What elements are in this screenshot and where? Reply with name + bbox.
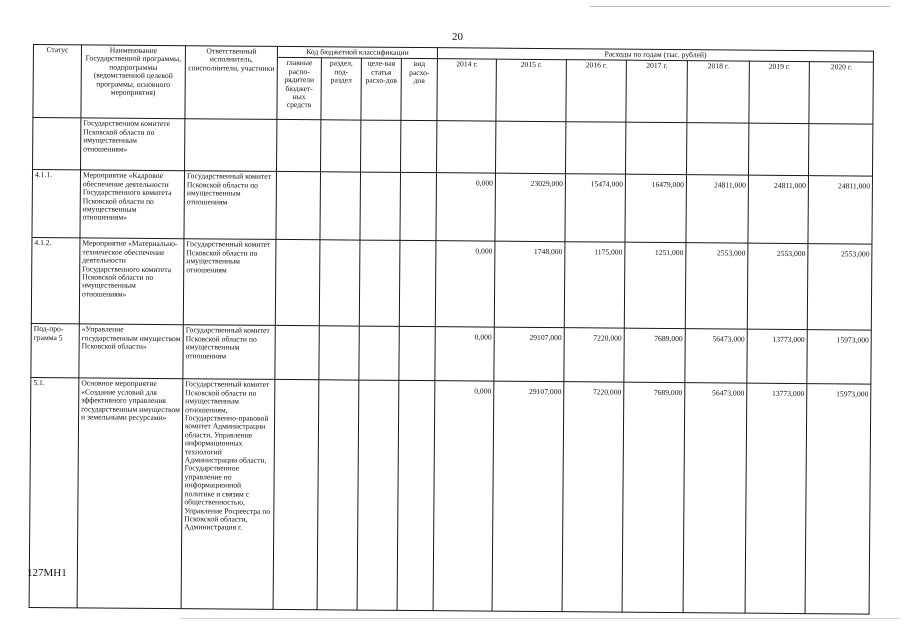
value-cell: 24811,000	[748, 176, 809, 244]
header-year: 2014 г.	[437, 59, 496, 121]
row-responsible	[185, 119, 277, 172]
value-cell: 15973,000	[805, 384, 871, 614]
kbk-cell	[361, 120, 401, 172]
document-code: 127МН1	[27, 567, 67, 579]
row-name: Мероприятие «Кадровое обеспечение деятельности Государственного комитета Псковской области по имущественным отношениям»	[80, 170, 185, 239]
kbk-cell	[320, 172, 361, 240]
value-cell: 1748,000	[494, 242, 565, 329]
header-year: 2015 г.	[496, 60, 566, 123]
kbk-cell	[317, 380, 359, 610]
value-cell: 15474,000	[565, 174, 626, 242]
header-year: 2019 г.	[749, 62, 809, 124]
row-status: 4.1.1.	[32, 170, 81, 238]
value-cell: 2553,000	[685, 243, 748, 329]
header-kbk-target: целе-вая статья расхо-дов	[361, 58, 401, 120]
budget-table-wrapper	[29, 44, 873, 591]
header-year: 2018 г.	[687, 61, 749, 123]
row-status: Под-про-грамма 5	[31, 324, 79, 378]
value-cell: 24811,000	[686, 175, 749, 243]
kbk-cell	[397, 381, 435, 611]
value-cell: 13773,000	[747, 330, 807, 384]
header-year: 2016 г.	[566, 60, 626, 122]
kbk-cell	[277, 120, 321, 172]
kbk-cell	[276, 172, 321, 240]
row-status	[33, 118, 81, 170]
row-name: «Управление государственным имуществом Псковской области»	[79, 324, 183, 379]
row-name: Основное мероприятие «Создание условий для эффективного управления государственным имуществом и земельными ресурсами»	[77, 378, 183, 609]
header-responsible: Ответственный исполнитель, соисполнители, участники	[185, 46, 278, 120]
value-cell: 56473,000	[685, 329, 747, 383]
header-kbk-grbs: главные распо-рядители бюджет-ных средств	[277, 58, 321, 120]
value-cell: 0,000	[433, 381, 494, 611]
value-cell	[626, 123, 687, 175]
table-row	[33, 118, 874, 177]
value-cell	[496, 122, 566, 175]
value-cell	[566, 122, 626, 174]
value-cell: 13773,000	[745, 384, 807, 614]
value-cell	[749, 124, 809, 176]
header-year: 2017 г.	[626, 61, 687, 123]
header-expenses-group: Расходы по годам (тыс. рублей)	[437, 48, 873, 63]
row-responsible: Государственный комитет Псковской области по имущественным отношениям	[183, 325, 275, 380]
table-row	[32, 170, 873, 245]
value-cell: 7220,000	[562, 382, 624, 612]
scan-artifact-bottom	[180, 618, 900, 619]
value-cell: 15973,000	[807, 330, 872, 385]
value-cell: 0,000	[436, 173, 496, 241]
value-cell: 1251,000	[624, 243, 686, 329]
value-cell	[809, 124, 874, 177]
value-cell: 56473,000	[683, 383, 747, 613]
value-cell: 1175,000	[564, 242, 625, 328]
kbk-cell	[359, 240, 400, 326]
value-cell	[437, 121, 496, 173]
kbk-cell	[400, 121, 436, 173]
page-number: 20	[452, 31, 463, 43]
scan-artifact-top	[590, 6, 890, 7]
row-name: Мероприятие «Материально-техническое обеспечение деятельности Государственного комитета Псковской области по имущественным отношениям»	[79, 238, 184, 325]
value-cell: 7220,000	[564, 328, 624, 382]
kbk-cell	[273, 380, 319, 610]
header-status: Статус	[33, 45, 82, 119]
value-cell: 7689,000	[622, 383, 685, 613]
kbk-cell	[357, 380, 399, 610]
kbk-cell	[319, 240, 360, 326]
row-responsible: Государственный комитет Псковской области по имущественным отношениям	[184, 171, 277, 240]
kbk-cell	[399, 327, 435, 381]
row-responsible: Государственный комитет Псковской области по имущественным отношениям	[183, 239, 276, 326]
kbk-cell	[321, 120, 361, 172]
header-kbk-type: вид расхо-дов	[401, 59, 438, 121]
value-cell: 7689,000	[624, 329, 685, 383]
header-kbk-section: раздел, под-раздел	[321, 58, 361, 120]
row-name: Государственном комитете Псковской области по имущественным отношениям»	[81, 118, 185, 171]
kbk-cell	[275, 326, 319, 380]
kbk-cell	[319, 326, 359, 380]
kbk-cell	[359, 326, 399, 380]
value-cell: 23029,000	[495, 174, 566, 243]
value-cell: 2553,000	[807, 244, 872, 331]
budget-table	[29, 44, 875, 615]
value-cell: 0,000	[435, 327, 494, 381]
header-name: Наименование Государственной программы, подпрограммы (ведомственной целевой программы, основного мероприятия)	[81, 45, 186, 119]
value-cell: 0,000	[435, 241, 495, 327]
value-cell: 2553,000	[747, 244, 808, 330]
value-cell: 24811,000	[808, 176, 873, 245]
table-row	[31, 238, 872, 331]
table-row	[29, 378, 871, 615]
kbk-cell	[360, 172, 401, 240]
row-responsible: Государственный комитет Псковской области по имущественным отношениям, Государственно-правовой комитет Администрации области, Управление информационных технологий Администрации области, Государственное управление по информационной политике и связям с общественностью, Управление Росреестра по Псковской области, Администрация г.	[181, 379, 275, 610]
value-cell: 16479,000	[625, 175, 687, 243]
value-cell: 29107,000	[494, 328, 564, 383]
row-status: 5.1.	[29, 378, 79, 608]
kbk-cell	[275, 240, 320, 326]
row-status: 4.1.2.	[31, 238, 80, 324]
kbk-cell	[400, 173, 437, 241]
kbk-cell	[399, 241, 436, 327]
table-row	[31, 324, 872, 385]
header-kbk-group: Код бюджетной классификации	[277, 46, 437, 59]
value-cell: 29107,000	[492, 382, 564, 613]
value-cell	[687, 123, 749, 175]
header-year: 2020 г.	[809, 62, 874, 125]
